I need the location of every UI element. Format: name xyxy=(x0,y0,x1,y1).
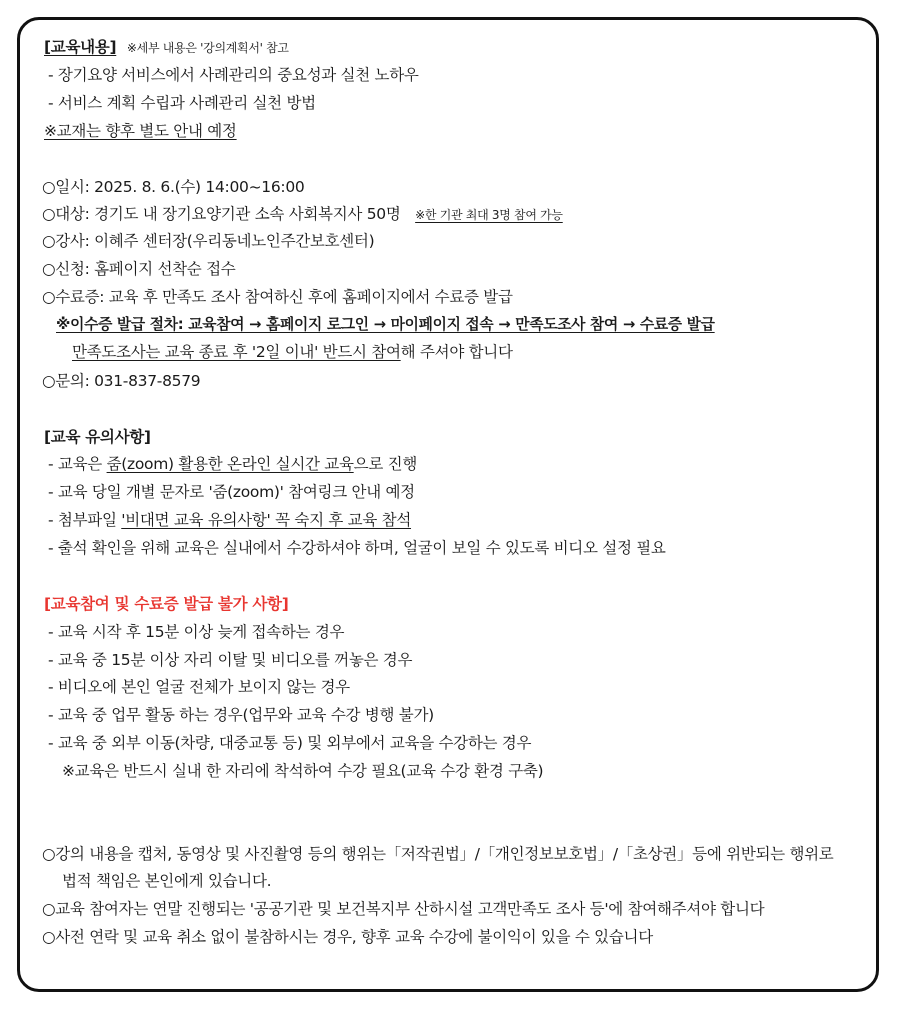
footer-line-1b: 법적 책임은 본인에게 있습니다. xyxy=(62,872,272,890)
info-apply: ○신청: 홈페이지 선착순 접수 xyxy=(42,260,236,278)
section2-item-3-prefix: - 첨부파일 xyxy=(48,511,122,529)
section1-item-1: - 장기요양 서비스에서 사례관리의 중요성과 실천 노하우 xyxy=(48,66,419,84)
info-target-row xyxy=(42,202,563,227)
section1-note: ※세부 내용은 '강의계획서' 참고 xyxy=(126,41,289,55)
certificate-procedure-text: ※이수증 발급 절차: 교육참여 → 홈페이지 로그인 → 마이페이지 접속 → 만족도조사 참여 → 수료증 발급 xyxy=(56,316,715,333)
section2-item-2-text: - 교육 당일 개별 문자로 '줌(zoom)' 참여링크 안내 예정 xyxy=(48,483,415,501)
footer-line-2: ○교육 참여자는 연말 진행되는 '공공기관 및 보건복지부 산하시설 고객만족도 조사 등'에 참여해주셔야 합니다 xyxy=(42,900,765,918)
footer-line-3: ○사전 연락 및 교육 취소 없이 불참하시는 경우, 향후 교육 수강에 불이익이 있을 수 있습니다 xyxy=(42,928,653,946)
section2-heading xyxy=(44,425,151,449)
section3-item-1: - 교육 시작 후 15분 이상 늦게 접속하는 경우 xyxy=(48,623,345,641)
textbook-note-text: ※교재는 향후 별도 안내 예정 xyxy=(44,122,237,140)
section2-item-3-underlined: '비대면 교육 유의사항' 꼭 숙지 후 교육 참석 xyxy=(121,511,412,529)
section2-heading-text: [교육 유의사항] xyxy=(44,428,151,446)
section2-item-3 xyxy=(48,508,411,532)
survey-notice-underlined: 만족도조사는 교육 종료 후 '2일 이내' 반드시 참여 xyxy=(72,343,401,361)
section2-item-4-text: - 출석 확인을 위해 교육은 실내에서 수강하셔야 하며, 얼굴이 보일 수 있도록 비디오 설정 필요 xyxy=(48,539,666,557)
section2-item-2 xyxy=(48,480,415,504)
section3-item-5: - 교육 중 외부 이동(차량, 대중교통 등) 및 외부에서 교육을 수강하는 경우 xyxy=(48,734,532,752)
section2-item-1-underlined: 줌(zoom) 활용한 온라인 실시간 교육 xyxy=(106,455,354,473)
footer-line-1: ○강의 내용을 캡처, 동영상 및 사진촬영 등의 행위는「저작권법」/「개인정보보호법」/「초상권」등에 위반되는 행위로 xyxy=(42,845,834,863)
section3-heading-text: [교육참여 및 수료증 발급 불가 사항] xyxy=(44,595,289,613)
info-target: ○대상: 경기도 내 장기요양기관 소속 사회복지사 50명 xyxy=(42,205,401,223)
info-contact: ○문의: 031-837-8579 xyxy=(42,372,201,390)
section3-note: ※교육은 반드시 실내 한 자리에 착석하여 수강 필요(교육 수강 환경 구축) xyxy=(62,762,544,780)
section2-item-1-suffix: 으로 진행 xyxy=(353,455,417,473)
section1-item-2: - 서비스 계획 수립과 사례관리 실천 방법 xyxy=(48,94,316,112)
survey-notice-rest: 해 주셔야 합니다 xyxy=(400,343,513,361)
section2-item-4 xyxy=(48,536,666,560)
section2-item-1-prefix: - 교육은 xyxy=(48,455,107,473)
section3-item-2: - 교육 중 15분 이상 자리 이탈 및 비디오를 꺼놓은 경우 xyxy=(48,651,413,669)
section2-item-1 xyxy=(48,452,417,476)
info-lecturer: ○강사: 이혜주 센터장(우리동네노인주간보호센터) xyxy=(42,232,375,250)
section1-heading-row xyxy=(44,35,289,60)
info-target-note: ※한 기관 최대 3명 참여 가능 xyxy=(415,208,563,222)
section3-item-4: - 교육 중 업무 활동 하는 경우(업무와 교육 수강 병행 불가) xyxy=(48,706,434,724)
section3-item-3: - 비디오에 본인 얼굴 전체가 보이지 않는 경우 xyxy=(48,678,350,696)
certificate-procedure xyxy=(56,313,715,337)
info-certificate: ○수료증: 교육 후 만족도 조사 참여하신 후에 홈페이지에서 수료증 발급 xyxy=(42,288,513,306)
survey-notice xyxy=(72,340,513,364)
textbook-note xyxy=(44,119,237,143)
section1-heading: [교육내용] xyxy=(44,38,117,56)
info-date: ○일시: 2025. 8. 6.(수) 14:00~16:00 xyxy=(42,178,305,196)
section3-heading xyxy=(44,592,288,616)
